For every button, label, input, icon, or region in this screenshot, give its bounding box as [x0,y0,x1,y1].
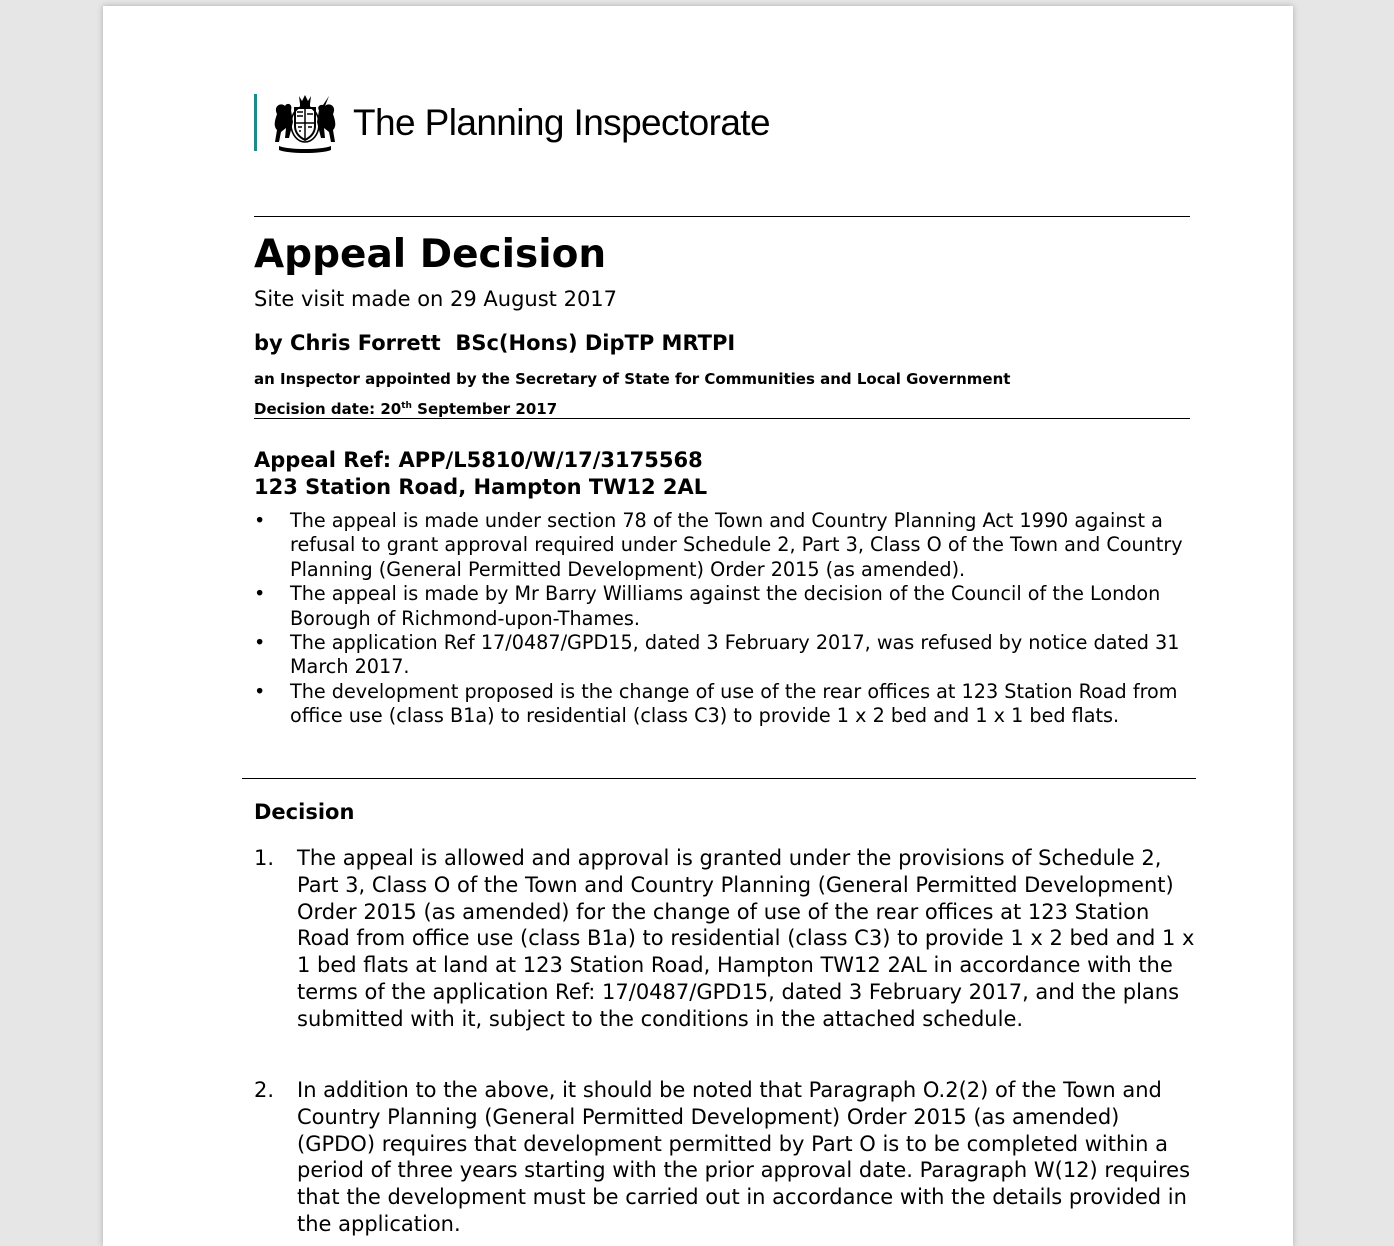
decision-date-suffix: September 2017 [411,400,558,418]
divider-header [254,418,1190,419]
inspector-name: by Chris Forrett BSc(Hons) DipTP MRTPI [254,331,736,355]
bullet-icon: • [254,582,266,606]
divider-details [242,778,1196,779]
divider-top [254,216,1190,217]
bullet-icon: • [254,679,266,703]
list-item [254,680,1184,729]
inspector-appointment: an Inspector appointed by the Secretary of State for Communities and Local Government [254,370,1011,388]
paragraph-number: 2. [254,1078,275,1102]
list-item-text: The appeal is made under section 78 of the Town and Country Planning Act 1990 against a refusal to grant approval required under Schedule 2, Part 3, Class O of the Town and Country Planning (General Permitted Development) Order 2015 (as amended). [290,509,1183,581]
decision-date-ordinal: th [401,401,412,411]
appeal-reference: Appeal Ref: APP/L5810/W/17/3175568 [254,448,703,472]
list-item-text: The appeal is made by Mr Barry Williams against the decision of the Council of the London Borough of Richmond-upon-Thames. [290,582,1161,630]
list-item-text: The development proposed is the change of use of the rear offices at 123 Station Road from office use (class B1a) to residential (class C3) to provide 1 x 2 bed and 1 x 1 bed flats. [290,679,1178,728]
page-title: Appeal Decision [254,232,607,277]
bullet-icon: • [254,509,266,532]
logo-accent-bar [254,94,257,151]
paragraph-number: 1. [254,846,275,870]
appeal-address: 123 Station Road, Hampton TW12 2AL [254,475,708,499]
royal-coat-of-arms-icon [269,92,341,154]
document-page [103,6,1293,1246]
decision-paragraph: The appeal is allowed and approval is granted under the provisions of Schedule 2, Part 3, Class O of the Town and Country Planning (General Permitted Development) Order 2015 (as amended) for the change of use of the rear offices at 123 Station Road from office use (class B1a) to residential (class C3) to provide 1 x 2 bed and 1 x 1 bed flats at land at 123 Station Road, Hampton TW12 2AL in accordance with the terms of the application Ref: 17/0487/GPD15, dated 3 February 2017, and the plans submitted with it, subject to the conditions in the attached schedule. [297,846,1195,1031]
site-visit-line: Site visit made on 29 August 2017 [254,287,618,311]
appeal-details-list [254,509,1184,729]
decision-date-prefix: Decision date: 20 [254,400,402,418]
list-item [254,509,1184,582]
decision-heading: Decision [254,800,355,824]
decision-paragraph: In addition to the above, it should be noted that Paragraph O.2(2) of the Town and Country Planning (General Permitted Development) Order 2015 (as amended) (GPDO) requires that development permitted by Part O is to be completed within a period of three years starting with the prior approval date. Paragraph W(12) requires that the development must be carried out in accordance with the details provided in the application. [297,1078,1191,1236]
decision-date [254,400,557,418]
organisation-name: The Planning Inspectorate [353,102,770,143]
list-item [254,631,1184,680]
list-item-text: The application Ref 17/0487/GPD15, dated 3 February 2017, was refused by notice dated 31 March 2017. [290,631,1180,679]
list-item [254,582,1184,631]
bullet-icon: • [254,631,266,655]
